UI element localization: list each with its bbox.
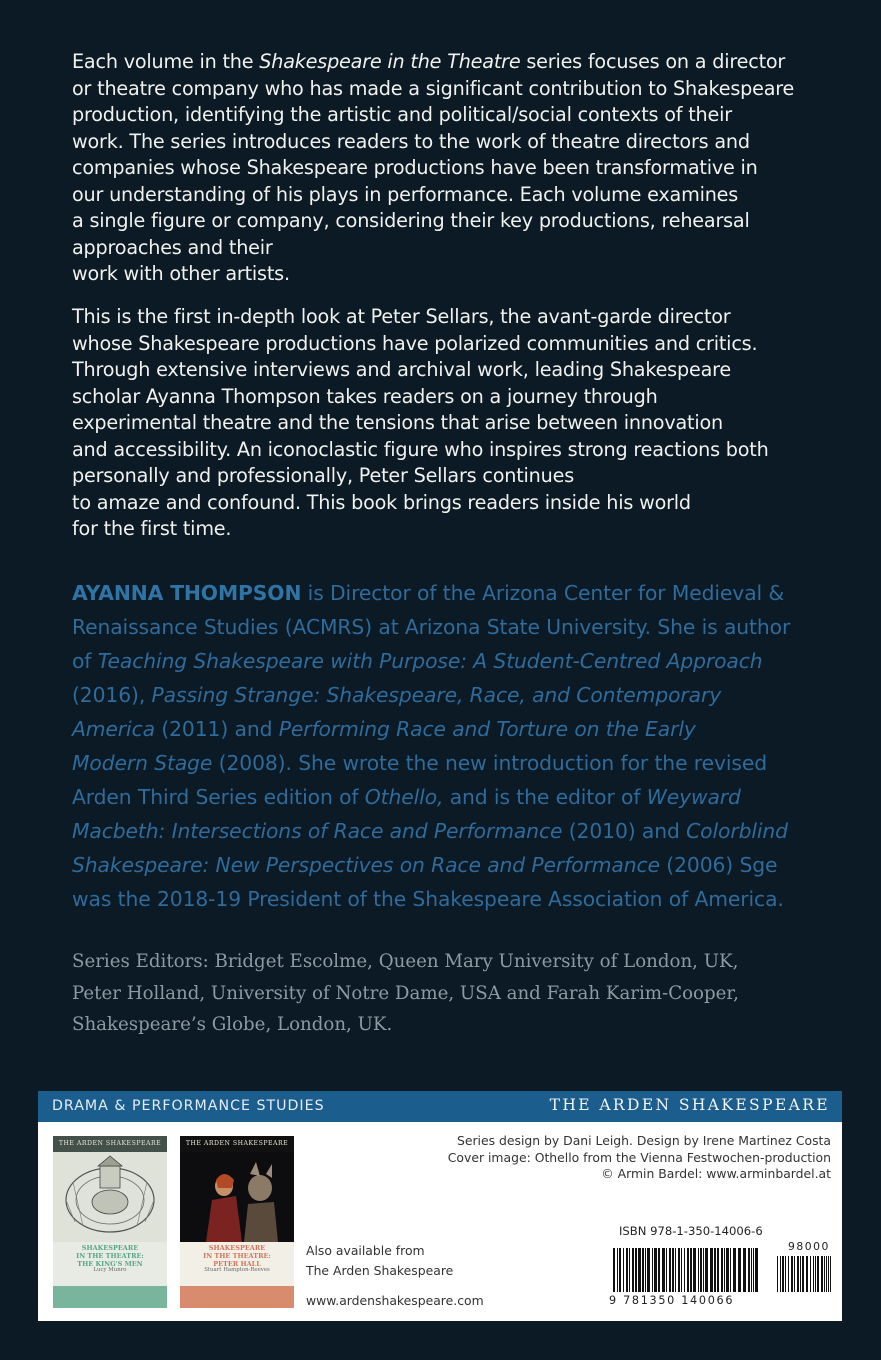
- barcode-bar: [672, 1248, 674, 1292]
- book-description-line: personally and professionally, Peter Sellars continues: [72, 464, 575, 487]
- barcode-bar: [652, 1248, 653, 1292]
- barcode-digits: 9 781350 140066: [609, 1294, 735, 1307]
- series-description-line: our understanding of his plays in performance. Each volume examines: [72, 182, 739, 206]
- price-bar: [800, 1256, 801, 1292]
- book-description-line: scholar Ayanna Thompson takes readers on a journey through: [72, 384, 658, 408]
- barcode-bar: [755, 1248, 758, 1292]
- book-description-line: This is the first in-depth look at Peter Sellars, the avant-garde director: [72, 305, 731, 328]
- barcode-bar: [687, 1248, 689, 1292]
- category-bar: [38, 1091, 842, 1122]
- book-description-line: Through extensive interviews and archival work, leading Shakespeare: [72, 358, 731, 381]
- also-available: Also available from The Arden Shakespeare: [306, 1243, 454, 1278]
- price-bar: [824, 1256, 825, 1292]
- price-bar: [815, 1256, 816, 1292]
- book-description-line: for the first time.: [72, 517, 232, 540]
- barcode-bar: [693, 1248, 696, 1292]
- price-bar: [810, 1256, 811, 1292]
- barcode-bar: [743, 1248, 746, 1292]
- price-bar: [828, 1256, 829, 1292]
- barcode-bar: [690, 1248, 692, 1292]
- price-bar: [806, 1256, 808, 1292]
- price-code: 98000: [788, 1240, 830, 1253]
- website-link[interactable]: www.ardenshakespeare.com: [306, 1293, 484, 1308]
- barcode-bar: [681, 1248, 682, 1292]
- series-description-line: or theatre company who has made a significant contribution to Shakespeare: [72, 76, 795, 100]
- barcode-bar: [613, 1248, 615, 1292]
- price-bar: [791, 1256, 793, 1292]
- barcode-bar: [645, 1248, 646, 1292]
- series-editors: Series Editors: Bridget Escolme, Queen Mary University of London, UK, Peter Holland, University of Notre Dame, USA and Farah Karim-Cooper, Shakespeare’s Globe, London, UK.: [72, 951, 739, 1035]
- barcode-bar: [700, 1248, 702, 1292]
- barcode-bar: [638, 1248, 641, 1292]
- price-bar: [826, 1256, 827, 1292]
- price-bar: [830, 1256, 831, 1292]
- isbn-barcode: [609, 1224, 832, 1313]
- price-bar: [788, 1256, 789, 1292]
- barcode-bar: [733, 1248, 736, 1292]
- barcode-bar: [714, 1248, 716, 1292]
- barcode-bar: [654, 1248, 657, 1292]
- price-bar: [782, 1256, 784, 1292]
- series-description-line: approaches and their: [72, 235, 273, 259]
- price-bar: [777, 1256, 778, 1292]
- barcode-bar: [698, 1248, 699, 1292]
- price-bar: [797, 1256, 799, 1292]
- book-description: [72, 304, 792, 543]
- barcode-bar: [662, 1248, 665, 1292]
- barcode-bar: [642, 1248, 644, 1292]
- barcode-bar: [666, 1248, 667, 1292]
- barcode-bar: [675, 1248, 676, 1292]
- author-bio: AYANNA THOMPSON is Director of the Arizona Center for Medieval & Renaissance Studies (ACMRS) at Arizona State University. She is author of Teaching Shakespeare with Purpose: A Student-Centred Approach (2016), Passing Strange: Shakespeare, Race, and Contemporary America (2011) and Performing Race and Torture on the Early Modern Stage (2008). She wrote the new introduction for the revised Arden Third Series edition of Othello, and is the editor of Weyward Macbeth: Intersections of Race and Performance (2010) and Colorblind Shakespeare: New Perspectives on Race and Performance (2006) Sge was the 2018-19 President of the Shakespeare Association of America.: [72, 581, 791, 911]
- barcode-bar: [724, 1248, 725, 1292]
- barcode-bar: [629, 1248, 630, 1292]
- series-description-line: work with other artists.: [72, 262, 290, 285]
- globe-theatre-illustration: [53, 1152, 167, 1242]
- series-description: [72, 49, 795, 288]
- design-credits: Series design by Dani Leigh. Design by Irene Martinez Costa Cover image: Othello from the Vienna Festwochen-production © Armin Bardel: www.arminbardel.at: [447, 1133, 831, 1181]
- barcode-bar: [726, 1248, 729, 1292]
- price-bar: [817, 1256, 819, 1292]
- barcode-bar: [626, 1248, 628, 1292]
- book-description-line: and accessibility. An iconoclastic figure who inspires strong reactions both: [72, 437, 769, 461]
- category-label: DRAMA & PERFORMANCE STUDIES: [52, 1098, 325, 1114]
- barcode-bar: [617, 1248, 618, 1292]
- barcode-bar: [710, 1248, 713, 1292]
- series-description-line: production, identifying the artistic and political/social contexts of their: [72, 103, 732, 126]
- barcode-bar: [730, 1248, 731, 1292]
- barcode-bar: [753, 1248, 754, 1292]
- price-bar: [802, 1256, 804, 1292]
- price-bar: [794, 1256, 795, 1292]
- book-thumbnail-kings-men: THE ARDEN SHAKESPEARE SHAKESPEARE IN THE THEATRE: THE KING'S MEN Lucy Munro: [53, 1136, 167, 1308]
- series-description-line: a single figure or company, considering their key productions, rehearsal: [72, 209, 750, 232]
- barcode-bar: [703, 1248, 704, 1292]
- series-description-line: Each volume in the Shakespeare in the Theatre series focuses on a director: [72, 50, 786, 73]
- book-description-line: whose Shakespeare productions have polarized communities and critics.: [72, 331, 758, 355]
- author-name: AYANNA THOMPSON: [72, 581, 302, 605]
- barcode-bar: [751, 1248, 752, 1292]
- barcode-bar: [705, 1248, 708, 1292]
- book-description-line: experimental theatre and the tensions that arise between innovation: [72, 411, 724, 434]
- isbn-label: ISBN 978-1-350-14006-6: [619, 1224, 763, 1238]
- barcode-bar: [684, 1248, 685, 1292]
- price-bar: [813, 1256, 814, 1292]
- barcode-bar: [678, 1248, 680, 1292]
- stage-photo: [180, 1152, 294, 1242]
- barcode-bar: [738, 1248, 741, 1292]
- barcode-bar: [635, 1248, 637, 1292]
- price-bar: [785, 1256, 786, 1292]
- barcode-bar: [748, 1248, 750, 1292]
- barcode-bar: [623, 1248, 624, 1292]
- book-thumbnail-peter-hall: THE ARDEN SHAKESPEARE SHAKESPEARE IN THE THEATRE: PETER HALL Stuart Hampton-Reeves: [180, 1136, 294, 1308]
- barcode-bar: [632, 1248, 634, 1292]
- barcode-bar: [717, 1248, 719, 1292]
- price-bar: [821, 1256, 823, 1292]
- price-bar: [780, 1256, 781, 1292]
- series-description-line: companies whose Shakespeare productions have been transformative in: [72, 156, 758, 179]
- barcode-bar: [721, 1248, 723, 1292]
- barcode-bar: [647, 1248, 650, 1292]
- back-cover-panel: [38, 1122, 842, 1321]
- book-description-line: to amaze and confound. This book brings readers inside his world: [72, 490, 691, 514]
- barcode-bar: [619, 1248, 621, 1292]
- series-description-line: work. The series introduces readers to the work of theatre directors and: [72, 129, 750, 153]
- barcode-bar: [669, 1248, 671, 1292]
- barcode-bar: [658, 1248, 660, 1292]
- imprint-logo: THE ARDEN SHAKESPEARE: [549, 1096, 830, 1114]
